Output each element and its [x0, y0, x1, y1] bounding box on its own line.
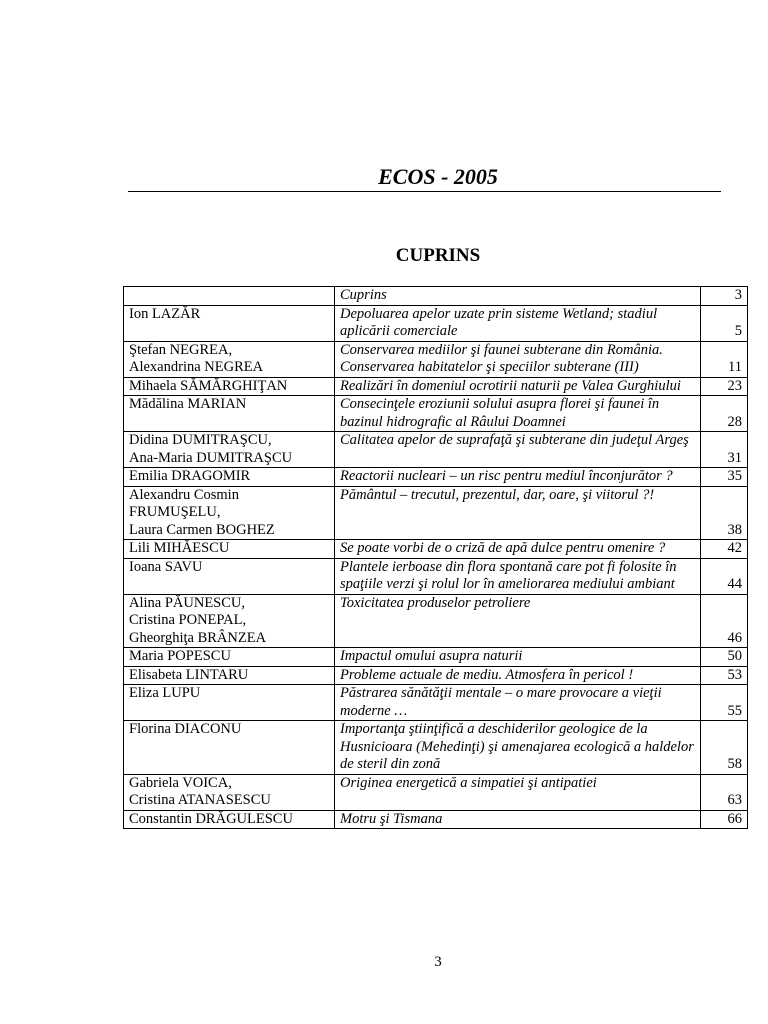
toc-row	[124, 305, 748, 341]
toc-page-number: 55	[701, 685, 748, 721]
toc-page-number: 3	[701, 287, 748, 306]
author-name: Florina DIACONU	[129, 721, 242, 737]
toc-authors	[124, 468, 335, 487]
toc-row	[124, 810, 748, 829]
toc-page-number: 42	[701, 540, 748, 559]
toc-article-title: Cuprins	[335, 287, 701, 306]
toc-article-title: Depoluarea apelor uzate prin sisteme Wetland; stadiul aplicării comerciale	[335, 305, 701, 341]
toc-row	[124, 594, 748, 648]
toc-page-number: 28	[701, 396, 748, 432]
author-name: Gabriela VOICA,	[129, 774, 232, 791]
toc-row	[124, 774, 748, 810]
page-number: 3	[434, 954, 442, 970]
toc-authors	[124, 594, 335, 648]
toc-page-number: 5	[701, 305, 748, 341]
author-name: FRUMUŞELU,	[129, 504, 221, 520]
toc-heading: CUPRINS	[395, 245, 481, 266]
toc-article-title: Plantele ierboase din flora spontană care pot fi folosite în spaţiile verzi şi rolul lor în ameliorarea mediului ambiant	[335, 558, 701, 594]
toc-row	[124, 377, 748, 396]
author-name: Laura Carmen BOGHEZ	[129, 521, 275, 538]
author-name: Mihaela SĂMĂRGHIŢAN	[129, 377, 288, 394]
author-name: Cristina PONEPAL,	[129, 612, 247, 628]
toc-authors	[124, 666, 335, 685]
toc-article-title: Conservarea mediilor şi faunei subterane din România. Conservarea habitatelor şi speciilor subterane (III)	[335, 341, 701, 377]
author-name: Emilia DRAGOMIR	[129, 468, 251, 484]
toc-article-title: Consecinţele eroziunii solului asupra florei şi faunei în bazinul hidrografic al Râului Doamnei	[335, 396, 701, 432]
toc-article-title: Importanţa ştiinţifică a deschiderilor geologice de la Husnicioara (Mehedinţi) şi amenajarea ecologică a haldelor de steril din zonă	[335, 721, 701, 775]
author-name: Ana-Maria DUMITRAŞCU	[129, 449, 293, 466]
author-name: Gheorghiţa BRÂNZEA	[129, 629, 267, 646]
toc-body	[124, 287, 748, 829]
toc-article-title: Calitatea apelor de suprafaţă şi subterane din judeţul Argeş	[335, 432, 701, 468]
toc-page-number: 23	[701, 377, 748, 396]
toc-authors	[124, 305, 335, 341]
toc-article-title: Motru şi Tismana	[335, 810, 701, 829]
author-name: Alexandrina NEGREA	[129, 359, 264, 375]
toc-article-title: Realizări în domeniul ocrotirii naturii pe Valea Gurghiului	[335, 377, 701, 396]
toc-page-number: 58	[701, 721, 748, 775]
author-name: Lili MIHĂESCU	[129, 540, 230, 556]
toc-article-title: Originea energetică a simpatiei şi antipatiei	[335, 774, 701, 810]
toc-row	[124, 558, 748, 594]
toc-page-number: 31	[701, 432, 748, 468]
author-name: Didina DUMITRAŞCU,	[129, 432, 272, 448]
toc-row	[124, 721, 748, 775]
author-name: Constantin DRĂGULESCU	[129, 810, 293, 827]
author-name: Ştefan NEGREA,	[129, 341, 233, 358]
author-name: Ioana SAVU	[129, 558, 203, 575]
toc-article-title: Toxicitatea produselor petroliere	[335, 594, 701, 648]
author-name: Maria POPESCU	[129, 648, 231, 664]
toc-row	[124, 287, 748, 306]
toc-page-number: 50	[701, 648, 748, 667]
toc-table	[123, 286, 748, 829]
toc-authors	[124, 774, 335, 810]
toc-authors	[124, 432, 335, 468]
toc-authors	[124, 648, 335, 667]
toc-authors	[124, 377, 335, 396]
toc-row	[124, 486, 748, 540]
toc-authors	[124, 685, 335, 721]
toc-page-number: 63	[701, 774, 748, 810]
author-name: Alina PĂUNESCU,	[129, 594, 246, 611]
toc-authors	[124, 810, 335, 829]
toc-article-title: Impactul omului asupra naturii	[335, 648, 701, 667]
toc-page-number: 66	[701, 810, 748, 829]
toc-page-number: 35	[701, 468, 748, 487]
author-name: Mădălina MARIAN	[129, 396, 247, 412]
toc-page-number: 53	[701, 666, 748, 685]
toc-row	[124, 396, 748, 432]
toc-row	[124, 648, 748, 667]
toc-page-number: 46	[701, 594, 748, 648]
toc-authors	[124, 486, 335, 540]
toc-article-title: Se poate vorbi de o criză de apă dulce pentru omenire ?	[335, 540, 701, 559]
toc-page-number: 44	[701, 558, 748, 594]
author-name: Elisabeta LINTARU	[129, 666, 249, 683]
toc-authors	[124, 341, 335, 377]
toc-article-title: Reactorii nucleari – un risc pentru mediul înconjurător ?	[335, 468, 701, 487]
toc-authors	[124, 287, 335, 306]
toc-authors	[124, 396, 335, 432]
toc-page-number: 38	[701, 486, 748, 540]
toc-authors	[124, 540, 335, 559]
author-name: Ion LAZĂR	[129, 305, 201, 322]
toc-page-number: 11	[701, 341, 748, 377]
toc-article-title: Păstrarea sănătăţii mentale – o mare provocare a vieţii moderne …	[335, 685, 701, 721]
toc-row	[124, 468, 748, 487]
journal-title: ECOS - 2005	[378, 164, 498, 189]
toc-row	[124, 540, 748, 559]
toc-authors	[124, 721, 335, 775]
toc-article-title: Pământul – trecutul, prezentul, dar, oare, şi viitorul ?!	[335, 486, 701, 540]
author-name: Alexandru Cosmin	[129, 486, 239, 503]
toc-row	[124, 666, 748, 685]
toc-row	[124, 341, 748, 377]
author-name: Eliza LUPU	[129, 685, 201, 701]
toc-article-title: Probleme actuale de mediu. Atmosfera în pericol !	[335, 666, 701, 685]
author-name: Cristina ATANASESCU	[129, 792, 271, 808]
header-rule	[128, 191, 721, 192]
toc-row	[124, 432, 748, 468]
toc-authors	[124, 558, 335, 594]
toc-row	[124, 685, 748, 721]
